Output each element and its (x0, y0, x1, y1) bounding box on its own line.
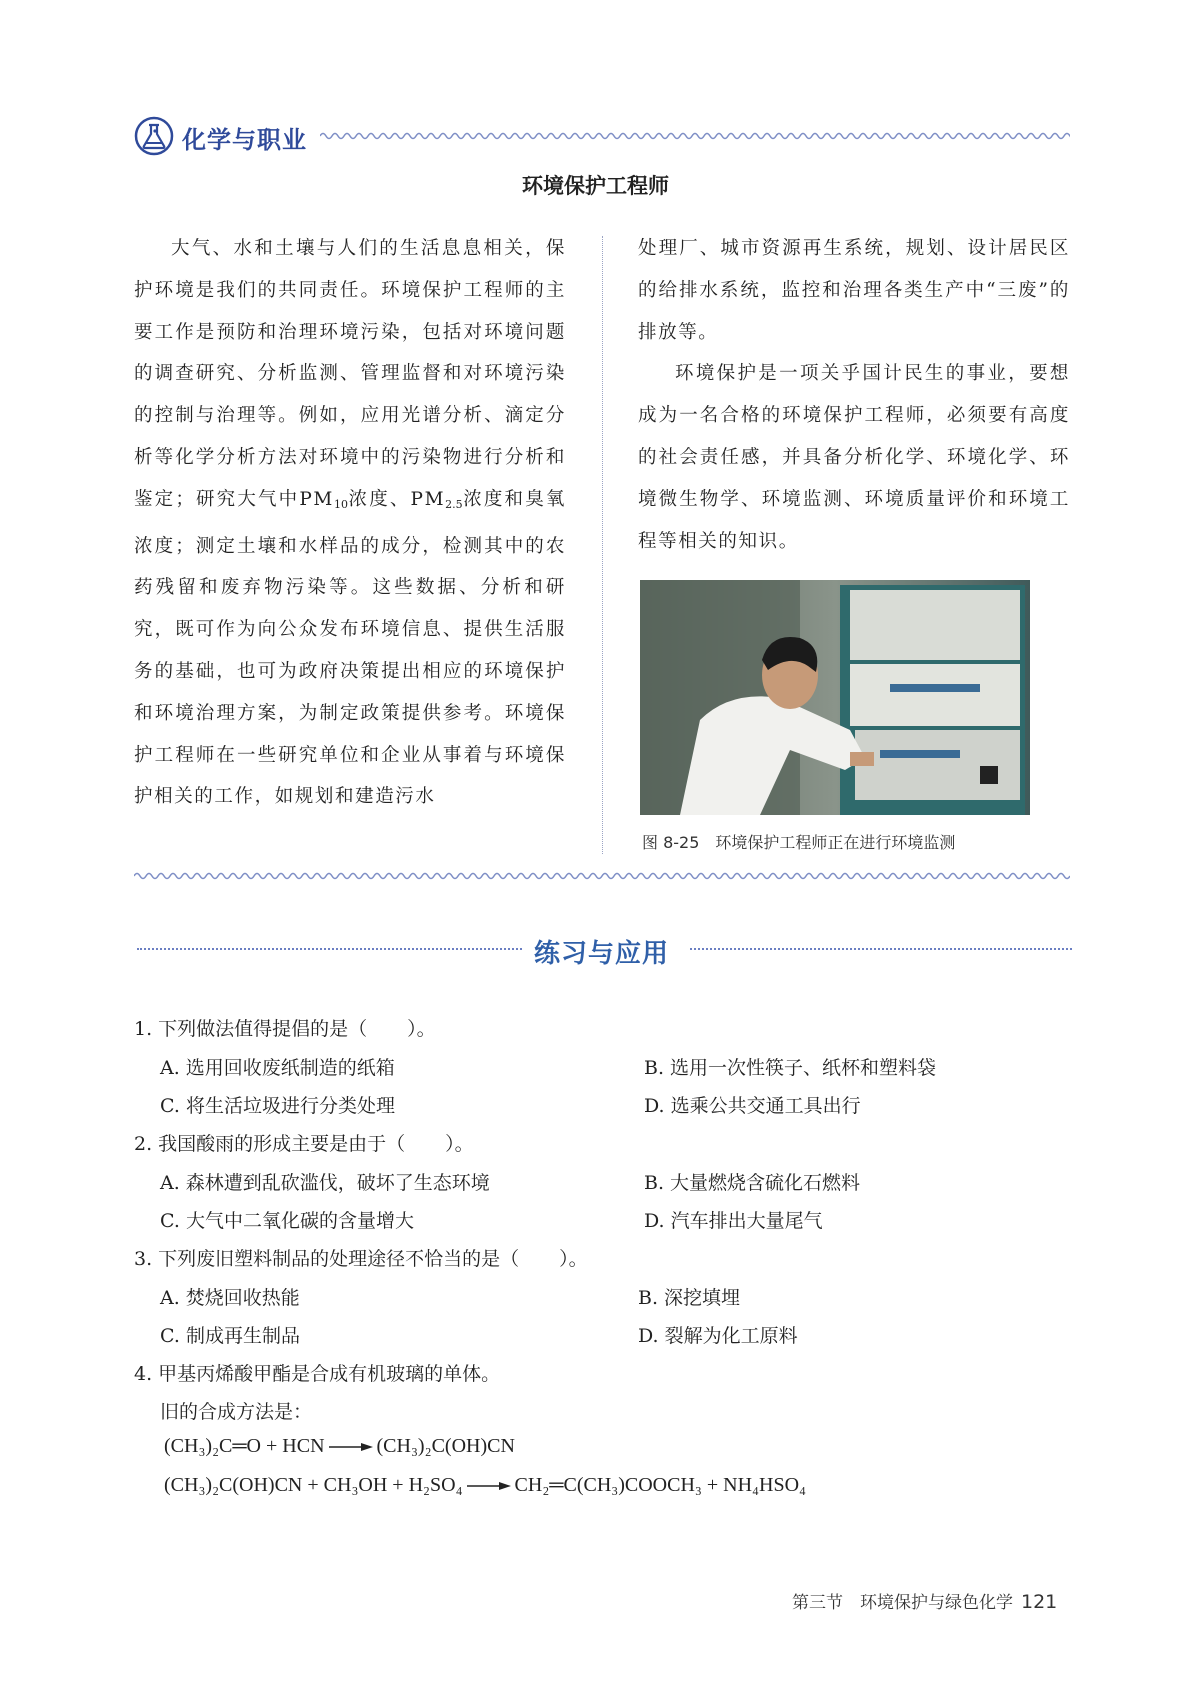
question-1-option-b: B. 选用一次性筷子、纸杯和塑料袋 (644, 1057, 937, 1079)
paragraph-1-part-c: 浓度和臭氧浓度；测定土壤和水样品的成分，检测其中的农药残留和废弃物污染等。这些数据、分析和研究，既可作为向公众发布环境信息、提供生活服务的基础，也可为政府决策提出相应的环境保护和环境治理方案，为制定政策提供参考。环境保护工程师在一些研究单位和企业从事着与环境保护相关的工作，如规划和建造污水 (134, 488, 566, 808)
pm10-term: $PM_{10}$ (299, 488, 348, 511)
paragraph-2: 环境保护是一项关乎国计民生的事业，要想成为一名合格的环境保护工程师，必须要有高度的社会责任感，并具备分析化学、环境化学、环境微生物学、环境监测、环境质量评价和环境工程等相关的知识。 (638, 363, 1070, 552)
feature-label: 化学与职业 (182, 126, 307, 154)
question-3-stem: 3. 下列废旧塑料制品的处理途径不恰当的是（ ）。 (134, 1248, 588, 1270)
question-2-stem: 2. 我国酸雨的形成主要是由于（ ）。 (134, 1133, 474, 1155)
question-3-option-d: D. 裂解为化工原料 (638, 1325, 798, 1347)
question-3-option-b: B. 深挖填埋 (638, 1287, 741, 1309)
question-2-option-b: B. 大量燃烧含硫化石燃料 (644, 1172, 861, 1194)
question-2-option-a: A. 森林遭到乱砍滥伐，破坏了生态环境 (160, 1172, 490, 1194)
question-3-option-a: A. 焚烧回收热能 (160, 1287, 300, 1309)
equation-2-reactants: (CH₃)₂C(OH)CN + CH₃OH + H₂SO₄ (164, 1474, 463, 1496)
question-3-option-c: C. 制成再生制品 (160, 1325, 300, 1347)
feature-bottom-wave-divider (134, 870, 1070, 882)
page-number: 121 (1021, 1591, 1058, 1613)
question-2-option-c: C. 大气中二氧化碳的含量增大 (160, 1210, 414, 1232)
equation-1 (164, 1435, 515, 1458)
article-left-column (134, 228, 566, 818)
question-4-stem: 4. 甲基丙烯酸甲酯是合成有机玻璃的单体。 (134, 1363, 501, 1385)
pm25-term: $PM_{2.5}$ (410, 488, 463, 511)
question-2-option-d: D. 汽车排出大量尾气 (644, 1210, 823, 1232)
equation-2 (164, 1474, 806, 1497)
engineer-monitoring-photo (640, 580, 1030, 815)
reaction-arrow-icon (329, 1442, 373, 1452)
figure-caption-text: 环境保护工程师正在进行环境监测 (715, 833, 956, 852)
equation-1-reactants: (CH₃)₂C═O + HCN (164, 1435, 325, 1457)
footer-section-title: 第三节 环境保护与绿色化学 (792, 1593, 1013, 1613)
paragraph-1-continued: 处理厂、城市资源再生系统，规划、设计居民区的给排水系统，监控和治理各类生产中“三废”的排放等。 (638, 238, 1070, 343)
article-title: 环境保护工程师 (522, 174, 669, 198)
paragraph-1-part-a: 大气、水和土壤与人们的生活息息相关，保护环境是我们的共同责任。环境保护工程师的主要工作是预防和治理环境污染，包括对环境问题的调查研究、分析监测、管理监督和对环境污染的控制与治理等。例如，应用光谱分析、滴定分析等化学分析方法对环境中的污染物进行分析和鉴定；研究大气中 (134, 238, 566, 510)
question-1-option-a: A. 选用回收废纸制造的纸箱 (160, 1057, 395, 1079)
reaction-arrow-icon (467, 1481, 511, 1491)
question-4-line-2: 旧的合成方法是： (160, 1401, 313, 1423)
article-right-column (638, 228, 1070, 562)
equation-2-products: CH₂═C(CH₃)COOCH₃ + NH₄HSO₄ (514, 1474, 806, 1496)
paragraph-1-part-b: 浓度、 (347, 488, 411, 510)
question-1-stem: 1. 下列做法值得提倡的是（ ）。 (134, 1018, 436, 1040)
equation-1-products: (CH₃)₂C(OH)CN (376, 1435, 515, 1457)
page-footer (792, 1588, 1057, 1613)
section-title: 练习与应用 (534, 939, 670, 969)
figure-number: 图 8-25 (642, 833, 700, 852)
question-1-option-d: D. 选乘公共交通工具出行 (644, 1095, 861, 1117)
figure-caption (642, 830, 955, 853)
section-dotted-rule-right (690, 948, 1072, 950)
section-dotted-rule-left (137, 948, 522, 950)
column-divider (602, 236, 603, 854)
flask-icon (134, 116, 174, 156)
header-wave-divider (320, 130, 1070, 142)
question-1-option-c: C. 将生活垃圾进行分类处理 (160, 1095, 395, 1117)
